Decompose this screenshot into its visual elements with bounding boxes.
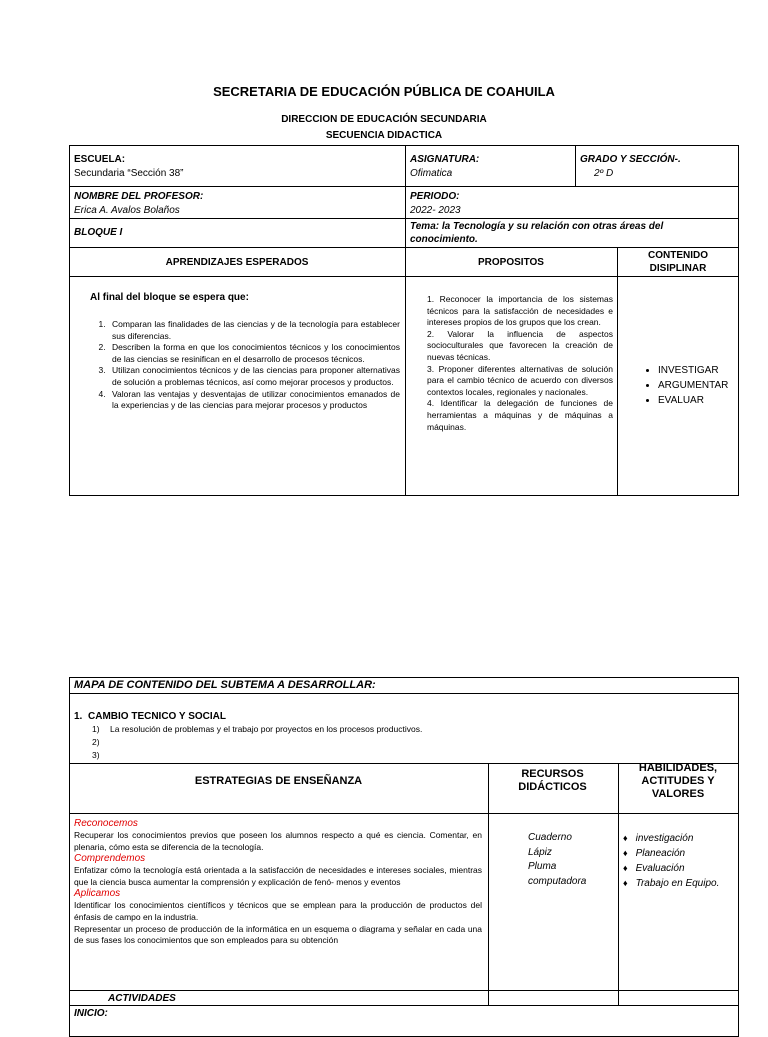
contenido-item: • EVALUAR bbox=[658, 393, 735, 408]
propositos-header: PROPOSITOS bbox=[478, 257, 544, 268]
contenido-list bbox=[640, 363, 735, 408]
recursos-list bbox=[528, 831, 586, 889]
subtitle-direccion: DIRECCION DE EDUCACIÓN SECUNDARIA bbox=[281, 114, 487, 125]
estrategia-text: Recuperar los conocimientos previos que poseen los alumnos respecto a qué es ciencia. Comentar, en plenaria, cómo esta se diferencia de la tecnología. bbox=[74, 830, 482, 852]
estrategia-text: Identificar los conocimientos científicos y técnicos que se emplean para la producción de productos del énfasis de campo en la industria. Representar un proceso de producción de la informática en un esquema o diagrama y señalar en cada una de sus fases los conocimientos que son empleados para su obtención bbox=[74, 900, 482, 946]
subtitle-secuencia: SECUENCIA DIDACTICA bbox=[325, 130, 443, 141]
tema-label: Tema: la Tecnología y su relación con otras áreas del conocimiento. bbox=[410, 221, 664, 245]
habilidad-item: ♦ Planeación bbox=[623, 846, 735, 861]
contenido-item: • ARGUMENTAR bbox=[658, 378, 735, 393]
asignatura-value: Ofimatica bbox=[410, 168, 453, 179]
profesor-value: Erica A. Avalos Bolaños bbox=[74, 205, 180, 216]
habilidad-item: ♦ Evaluación bbox=[623, 861, 735, 876]
aprendizaje-item: 3. Utilizan conocimientos técnicos y de las ciencias para proponer alternativas de solución a problemas técnicos, así como mejorar procesos y productos. bbox=[108, 365, 400, 388]
aprendizajes-list bbox=[88, 319, 400, 412]
estrategia-heading: Comprendemos bbox=[74, 853, 146, 865]
subitem-number: 3) bbox=[92, 750, 100, 760]
proposito-item: 1. Reconocer la importancia de los sistemas técnicos para la satisfacción de necesidades e intereses propios de los grupos que los crean. bbox=[427, 294, 613, 328]
estrategia-text: Enfatizar cómo la tecnología está orientada a la satisfacción de necesidades e intereses sociales, mientras que la ciencia busca aumentar la comprensión y explicación de fenó- menos y eventos bbox=[74, 865, 482, 887]
tema-number: 1. bbox=[74, 711, 83, 722]
mapa-title: MAPA DE CONTENIDO DEL SUBTEMA A DESARROLLAR: bbox=[74, 679, 376, 691]
recursos-header: RECURSOS DIDÁCTICOS bbox=[518, 768, 587, 793]
recurso-item: Cuaderno bbox=[528, 832, 572, 843]
grado-value: 2º D bbox=[594, 168, 614, 179]
subitem-number: 1) bbox=[92, 724, 100, 734]
estrategias-content bbox=[74, 818, 482, 947]
subitem-text: La resolución de problemas y el trabajo por proyectos en los procesos productivos. bbox=[110, 724, 423, 734]
aprendizaje-item: 4. Valoran las ventajas y desventajas de utilizar conocimientos emanados de la experiencias y de las ciencias para mejorar procesos y productos bbox=[108, 389, 400, 412]
proposito-item: 3. Proponer diferentes alternativas de solución para el cambio técnico de acuerdo con diversos contextos locales, regionales y nacionales. bbox=[427, 363, 613, 397]
estrategia-heading: Aplicamos bbox=[74, 888, 121, 900]
habilidad-item: ♦ investigación bbox=[623, 831, 735, 846]
aprendizaje-item: 2. Describen la forma en que los conocimientos técnicos y los conocimientos de las ciencias se resinifican en el desarrollo de procesos técnicos. bbox=[108, 342, 400, 365]
estrategias-header: ESTRATEGIAS DE ENSEÑANZA bbox=[194, 775, 363, 787]
bloque-label: BLOQUE I bbox=[74, 227, 123, 238]
profesor-label: NOMBRE DEL PROFESOR: bbox=[74, 191, 204, 202]
inicio-label: INICIO: bbox=[74, 1008, 108, 1019]
proposito-item: 4. Identificar la delegación de funciones de herramientas a máquinas y de máquinas a máquinas. bbox=[427, 398, 613, 432]
escuela-label: ESCUELA: bbox=[74, 154, 126, 165]
grado-label: GRADO Y SECCIÓN-. bbox=[580, 154, 681, 165]
subitem-number: 2) bbox=[92, 737, 100, 747]
habilidades-list bbox=[623, 831, 735, 891]
periodo-label: PERIODO: bbox=[410, 191, 460, 202]
aprendizajes-header: APRENDIZAJES ESPERADOS bbox=[165, 257, 309, 268]
aprendizajes-intro: Al final del bloque se espera que: bbox=[90, 292, 249, 303]
recurso-item: computadora bbox=[528, 875, 587, 887]
recurso-item: Pluma bbox=[528, 861, 557, 872]
page-title: SECRETARIA DE EDUCACIÓN PÚBLICA DE COAHUILA bbox=[213, 84, 555, 99]
habilidades-header: HABILIDADES, ACTITUDES Y VALORES bbox=[638, 762, 718, 800]
actividades-label: ACTIVIDADES bbox=[108, 993, 176, 1004]
escuela-value: Secundaria “Sección 38” bbox=[74, 168, 184, 179]
aprendizaje-item: 1. Comparan las finalidades de las ciencias y de la tecnología para establecer sus diferencias. bbox=[108, 319, 400, 342]
habilidad-item: ♦ Trabajo en Equipo. bbox=[623, 876, 735, 891]
propositos-list bbox=[427, 294, 613, 433]
contenido-item: • INVESTIGAR bbox=[658, 363, 735, 378]
recurso-item: Lápiz bbox=[528, 846, 552, 858]
tema-title: CAMBIO TECNICO Y SOCIAL bbox=[88, 711, 226, 722]
estrategia-heading: Reconocemos bbox=[74, 818, 138, 829]
periodo-value: 2022- 2023 bbox=[410, 205, 461, 216]
proposito-item: 2. Valorar la influencia de aspectos socioculturales que favorecen la creación de nuevas técnicas. bbox=[427, 328, 613, 362]
contenido-header: CONTENIDO DISIPLINAR bbox=[648, 250, 708, 274]
asignatura-label: ASIGNATURA: bbox=[410, 154, 480, 165]
